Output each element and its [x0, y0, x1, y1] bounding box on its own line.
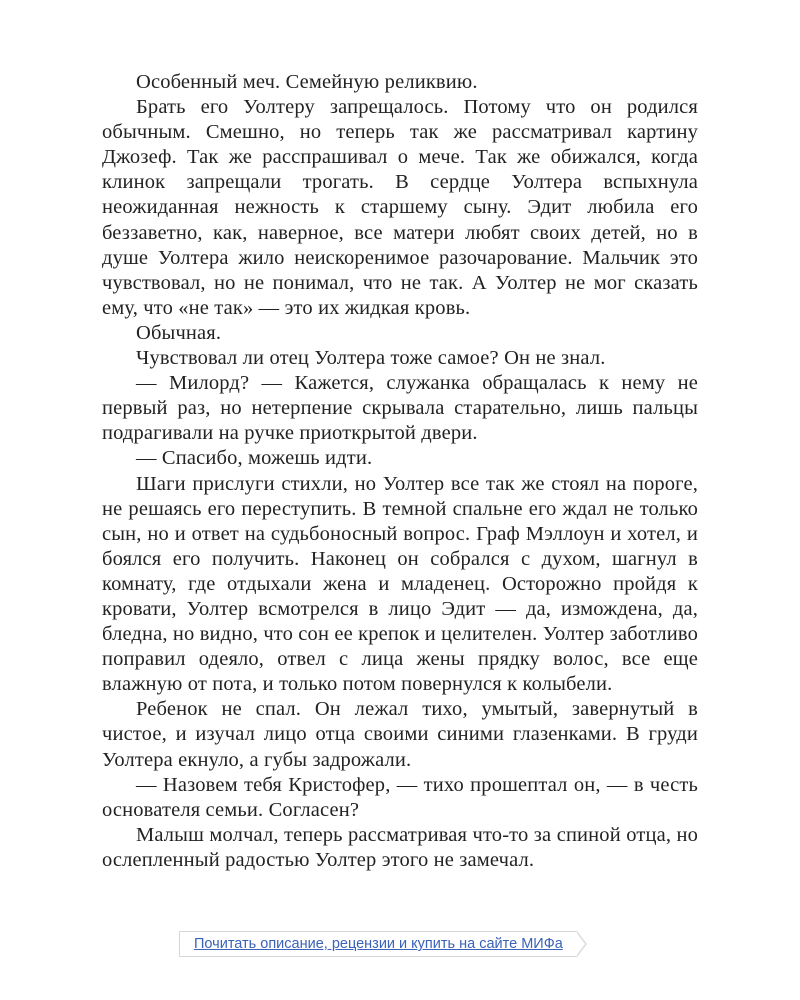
- paragraph: — Спасибо, можешь идти.: [136, 447, 373, 470]
- buy-on-mif-link[interactable]: Почитать описание, рецензии и купить на сайте МИФа: [179, 931, 577, 957]
- paragraph: Брать его Уолтеру запрещалось. Потому что он родился обычным. Смешно, но теперь так же рассматривал картину Джозеф. Так же расспрашивал о мече. Так же обижался, когда клинок запрещали трогать. В сердце Уолтера вспыхнула неожиданная нежность к старшему сыну. Эдит любила его беззаветно, как, наверное, все матери любят своих детей, но в душе Уолтера жило неискоренимое разочарование. Мальчик это чувствовал, но не понимал, что не так. А Уолтер не мог сказать ему, что «не так» — это их жидкая кровь.: [102, 96, 698, 319]
- paragraph: Шаги прислуги стихли, но Уолтер все так же стоял на пороге, не решаясь его переступить. В темной спальне его ждал не только сын, но и ответ на судьбоносный вопрос. Граф Мэллоун и хотел, и боялся его получить. Наконец он собрался с духом, шагнул в комнату, где отдыхали жена и младенец. Осторожно пройдя к кровати, Уолтер всмотрелся в лицо Эдит — да, измождена, да, бледна, но видно, что сон ее крепок и целителен. Уолтер заботливо поправил одеяло, отвел с лица жены прядку волос, все еще влажную от пота, и только потом повернулся к колыбели.: [102, 472, 698, 696]
- arrow-right-icon: [577, 931, 587, 957]
- book-page-text: [102, 70, 698, 873]
- paragraph: — Назовем тебя Кристофер, — тихо прошептал он, — в честь основателя семьи. Согласен?: [102, 773, 698, 821]
- paragraph: Малыш молчал, теперь рассматривая что-то за спиной отца, но ослепленный радостью Уолтер этого не замечал.: [102, 823, 698, 871]
- paragraph: Особенный меч. Семейную реликвию.: [136, 71, 478, 93]
- paragraph: Чувствовал ли отец Уолтера тоже самое? Он не знал.: [136, 347, 606, 370]
- footer-link-container: [179, 931, 587, 957]
- paragraph: — Милорд? — Кажется, служанка обращалась к нему не первый раз, но нетерпение скрывала старательно, лишь пальцы подрагивали на ручке приоткрытой двери.: [102, 372, 698, 445]
- paragraph: Ребенок не спал. Он лежал тихо, умытый, завернутый в чистое, и изучал лицо отца своими синими глазенками. В груди Уолтера екнуло, а губы задрожали.: [102, 698, 698, 771]
- paragraph: Обычная.: [136, 321, 222, 344]
